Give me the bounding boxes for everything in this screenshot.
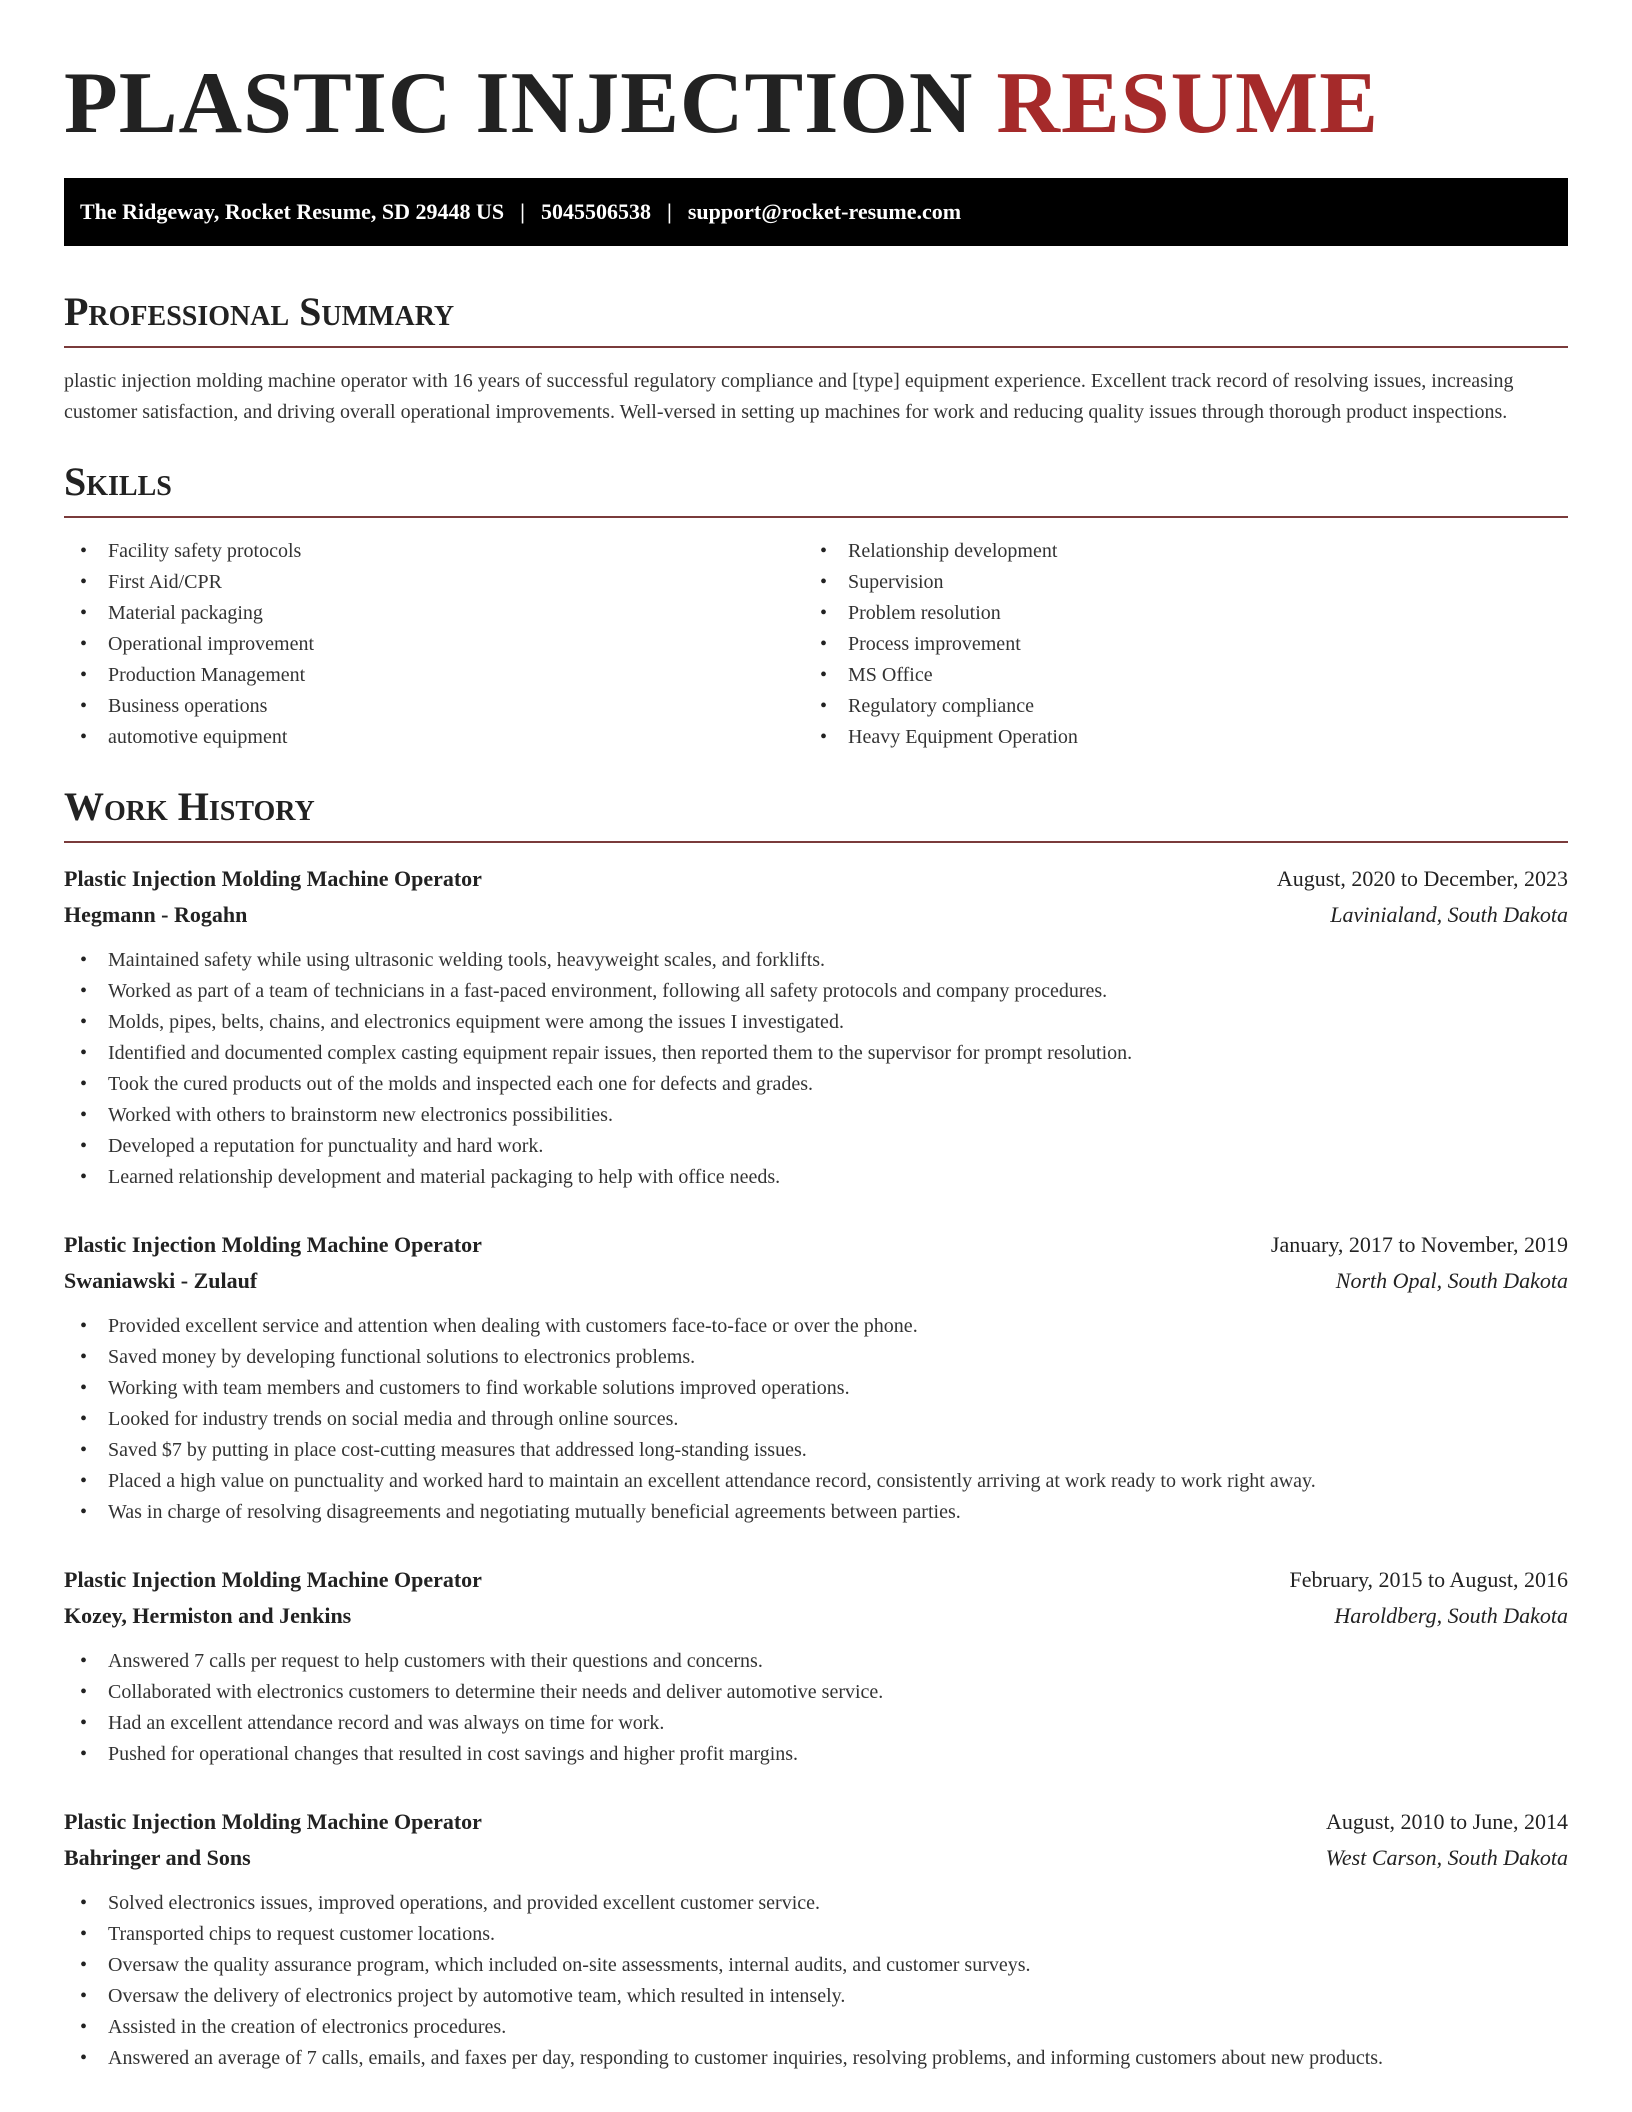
- skill-item: • Relationship development: [804, 536, 1544, 567]
- job-duties-list: [64, 1311, 1568, 1528]
- skill-item: • Business operations: [64, 691, 804, 722]
- job-location: West Carson, South Dakota: [1325, 1845, 1568, 1870]
- work-history-heading: Work History: [64, 783, 1568, 843]
- job-dates: January, 2017 to November, 2019: [1270, 1232, 1568, 1257]
- job-duty: • Was in charge of resolving disagreements and negotiating mutually beneficial agreements between parties.: [64, 1497, 1568, 1528]
- job-duties-list: [64, 1888, 1568, 2074]
- job-title: Plastic Injection Molding Machine Operator: [64, 1567, 482, 1592]
- job-duty: • Transported chips to request customer locations.: [64, 1919, 1568, 1950]
- job-duty: • Saved $7 by putting in place cost-cutting measures that addressed long-standing issues.: [64, 1435, 1568, 1466]
- job-location: Haroldberg, South Dakota: [1334, 1603, 1568, 1628]
- job-header-row: [64, 1804, 1568, 1840]
- job-entry: [64, 1804, 1568, 2074]
- skills-section: [64, 458, 1568, 753]
- job-company-row: [64, 1840, 1568, 1876]
- job-duty: • Maintained safety while using ultrasonic welding tools, heavyweight scales, and forklifts.: [64, 945, 1568, 976]
- job-duty: • Answered an average of 7 calls, emails, and faxes per day, responding to customer inquiries, resolving problems, and informing customers about new products.: [64, 2043, 1568, 2074]
- job-company-row: [64, 897, 1568, 933]
- job-duty: • Pushed for operational changes that resulted in cost savings and higher profit margins.: [64, 1739, 1568, 1770]
- job-duty: • Worked with others to brainstorm new electronics possibilities.: [64, 1100, 1568, 1131]
- job-duty: • Answered 7 calls per request to help customers with their questions and concerns.: [64, 1646, 1568, 1677]
- job-duty: • Oversaw the delivery of electronics project by automotive team, which resulted in intensely.: [64, 1981, 1568, 2012]
- job-duty: • Provided excellent service and attention when dealing with customers face-to-face or over the phone.: [64, 1311, 1568, 1342]
- job-dates: February, 2015 to August, 2016: [1289, 1567, 1568, 1592]
- summary-section: [64, 288, 1568, 428]
- work-history-section: [64, 783, 1568, 2074]
- job-duty: • Solved electronics issues, improved operations, and provided excellent customer service.: [64, 1888, 1568, 1919]
- job-entry: [64, 1227, 1568, 1528]
- job-duties-list: [64, 1646, 1568, 1770]
- resume-title: [64, 55, 1568, 152]
- summary-text: plastic injection molding machine operator with 16 years of successful regulatory compliance and [type] equipment experience. Excellent track record of resolving issues, increasing customer satisfaction, and driving overall operational improvements. Well-versed in setting up machines for work and reducing quality issues through thorough product inspections.: [64, 370, 1514, 423]
- job-header-row: [64, 861, 1568, 897]
- job-dates: August, 2020 to December, 2023: [1276, 866, 1568, 891]
- skill-item: • Material packaging: [64, 598, 804, 629]
- skill-item: • Process improvement: [804, 629, 1544, 660]
- skill-item: • Production Management: [64, 660, 804, 691]
- job-duty: • Saved money by developing functional solutions to electronics problems.: [64, 1342, 1568, 1373]
- job-header-row: [64, 1227, 1568, 1263]
- skills-heading: Skills: [64, 458, 1568, 518]
- job-company-row: [64, 1598, 1568, 1634]
- job-location: Lavinialand, South Dakota: [1330, 902, 1568, 927]
- skill-item: • Regulatory compliance: [804, 691, 1544, 722]
- job-duty: • Working with team members and customers to find workable solutions improved operations.: [64, 1373, 1568, 1404]
- skill-item: • Operational improvement: [64, 629, 804, 660]
- job-header-row: [64, 1562, 1568, 1598]
- contact-separator: |: [520, 199, 525, 224]
- job-company: Kozey, Hermiston and Jenkins: [64, 1603, 352, 1628]
- contact-email: support@rocket-resume.com: [687, 199, 962, 224]
- skill-item: • Problem resolution: [804, 598, 1544, 629]
- job-duty: • Developed a reputation for punctuality and hard work.: [64, 1131, 1568, 1162]
- title-accent: RESUME: [996, 55, 1379, 152]
- skills-left-list: [64, 536, 804, 753]
- job-duty: • Took the cured products out of the molds and inspected each one for defects and grades.: [64, 1069, 1568, 1100]
- job-title: Plastic Injection Molding Machine Operator: [64, 1809, 482, 1834]
- job-duties-list: [64, 945, 1568, 1193]
- title-main: PLASTIC INJECTION: [64, 55, 974, 152]
- job-title: Plastic Injection Molding Machine Operator: [64, 866, 482, 891]
- job-duty: • Molds, pipes, belts, chains, and electronics equipment were among the issues I investigated.: [64, 1007, 1568, 1038]
- job-company: Bahringer and Sons: [64, 1845, 251, 1870]
- job-location: North Opal, South Dakota: [1335, 1268, 1568, 1293]
- job-entry: [64, 1562, 1568, 1770]
- skill-item: • automotive equipment: [64, 722, 804, 753]
- skill-item: • Facility safety protocols: [64, 536, 804, 567]
- skill-item: • MS Office: [804, 660, 1544, 691]
- contact-address: The Ridgeway, Rocket Resume, SD 29448 US: [80, 199, 505, 224]
- job-entry: [64, 861, 1568, 1193]
- skills-columns: [64, 536, 1568, 753]
- job-duty: • Assisted in the creation of electronics procedures.: [64, 2012, 1568, 2043]
- skill-item: • Heavy Equipment Operation: [804, 722, 1544, 753]
- job-duty: • Placed a high value on punctuality and worked hard to maintain an excellent attendance record, consistently arriving at work ready to work right away.: [64, 1466, 1568, 1497]
- job-duty: • Looked for industry trends on social media and through online sources.: [64, 1404, 1568, 1435]
- job-duty: • Identified and documented complex casting equipment repair issues, then reported them to the supervisor for prompt resolution.: [64, 1038, 1568, 1069]
- job-duty: • Learned relationship development and material packaging to help with office needs.: [64, 1162, 1568, 1193]
- contact-phone: 5045506538: [540, 199, 651, 224]
- job-company: Hegmann - Rogahn: [64, 902, 248, 927]
- contact-separator: |: [666, 199, 672, 224]
- job-company-row: [64, 1263, 1568, 1299]
- job-title: Plastic Injection Molding Machine Operator: [64, 1232, 482, 1257]
- skill-item: • First Aid/CPR: [64, 567, 804, 598]
- job-company: Swaniawski - Zulauf: [64, 1268, 258, 1293]
- summary-heading: Professional Summary: [64, 288, 1568, 348]
- skill-item: • Supervision: [804, 567, 1544, 598]
- job-duty: • Collaborated with electronics customers to determine their needs and deliver automotive service.: [64, 1677, 1568, 1708]
- skills-right-list: [804, 536, 1544, 753]
- job-duty: • Worked as part of a team of technicians in a fast-paced environment, following all safety protocols and company procedures.: [64, 976, 1568, 1007]
- job-dates: August, 2010 to June, 2014: [1326, 1809, 1568, 1834]
- contact-bar: [64, 178, 1568, 246]
- job-duty: • Oversaw the quality assurance program, which included on-site assessments, internal audits, and customer surveys.: [64, 1950, 1568, 1981]
- job-duty: • Had an excellent attendance record and was always on time for work.: [64, 1708, 1568, 1739]
